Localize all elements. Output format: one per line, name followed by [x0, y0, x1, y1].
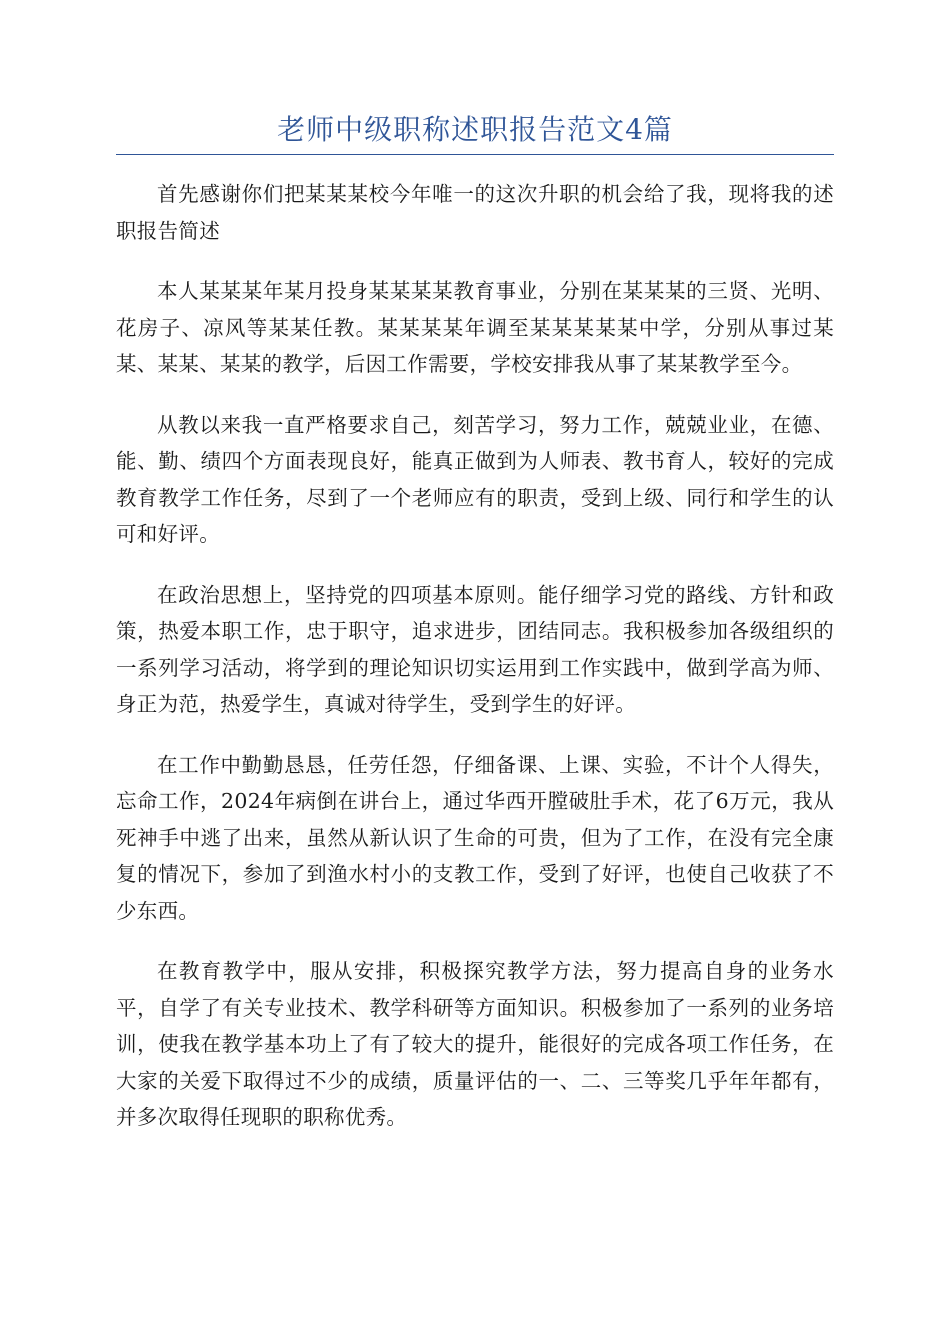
title-underline	[116, 154, 834, 155]
document-title: 老师中级职称述职报告范文4篇	[277, 113, 673, 146]
document-body	[116, 176, 834, 1160]
paragraph: 在教育教学中，服从安排，积极探究教学方法，努力提高自身的业务水平，自学了有关专业技术、教学科研等方面知识。积极参加了一系列的业务培训，使我在教学基本功上了有了较大的提升，能很好的完成各项工作任务，在大家的关爱下取得过不少的成绩，质量评估的一、二、三等奖几乎年年都有，并多次取得任现职的职称优秀。	[116, 959, 834, 1129]
paragraph: 首先感谢你们把某某某校今年唯一的这次升职的机会给了我，现将我的述职报告简述	[116, 182, 834, 243]
paragraph: 在政治思想上，坚持党的四项基本原则。能仔细学习党的路线、方针和政策，热爱本职工作，忠于职守，追求进步，团结同志。我积极参加各级组织的一系列学习活动，将学到的理论知识切实运用到工作实践中，做到学高为师、身正为范，热爱学生，真诚对待学生，受到学生的好评。	[116, 582, 834, 716]
paragraph: 在工作中勤勤恳恳，任劳任怨，仔细备课、上课、实验，不计个人得失，忘命工作，2024年病倒在讲台上，通过华西开膛破肚手术，花了6万元，我从死神手中逃了出来，虽然从新认识了生命的可贵，但为了工作，在没有完全康复的情况下，参加了到渔水村小的支教工作，受到了好评，也使自己收获了不少东西。	[116, 752, 834, 923]
paragraph: 本人某某某年某月投身某某某某教育事业，分别在某某某的三贤、光明、花房子、凉风等某某任教。某某某某年调至某某某某某中学，分别从事过某某、某某、某某的教学，后因工作需要，学校安排我从事了某某教学至今。	[116, 279, 834, 376]
paragraph: 从教以来我一直严格要求自己，刻苦学习，努力工作，兢兢业业，在德、能、勤、绩四个方面表现良好，能真正做到为人师表、教书育人，较好的完成教育教学工作任务，尽到了一个老师应有的职责，受到上级、同行和学生的认可和好评。	[116, 412, 834, 546]
